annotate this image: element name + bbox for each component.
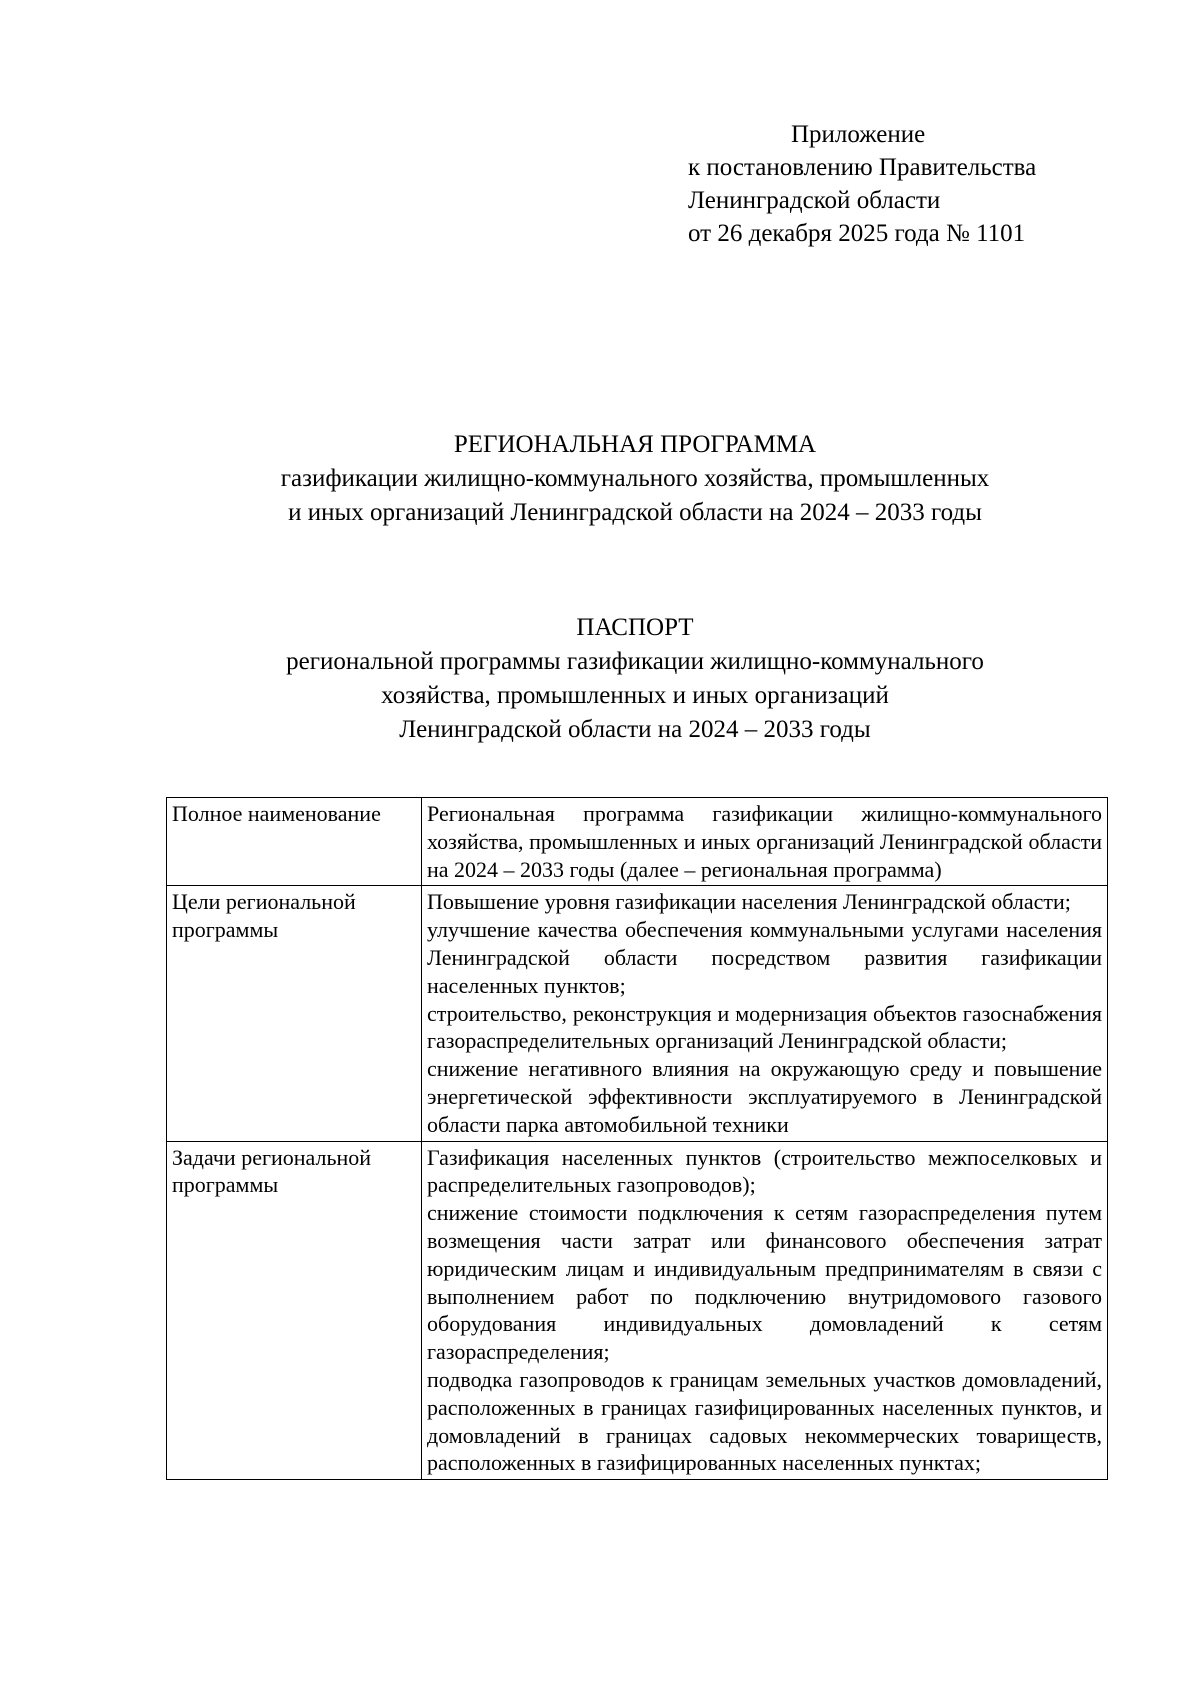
row-value: [422, 1141, 1108, 1480]
program-title-heading: РЕГИОНАЛЬНАЯ ПРОГРАММА: [453, 431, 817, 458]
row-label: Полное наименование: [167, 798, 422, 886]
appendix-header: [688, 118, 1148, 250]
row-value-paragraph: Региональная программа газификации жилищно-коммунального хозяйства, промышленных и иных организаций Ленинградской области на 2024 – 2033 годы (далее – региональная программа): [427, 801, 1102, 882]
row-value-paragraph: снижение негативного влияния на окружающую среду и повышение энергетической эффективности эксплуатируемого в Ленинградской области парка автомобильной техники: [427, 1056, 1102, 1137]
row-value-paragraph: подводка газопроводов к границам земельных участков домовладений, расположенных в границах газифицированных населенных пунктов, и домовладений в границах садовых некоммерческих товариществ, расположенных в газифицированных населенных пунктах;: [427, 1366, 1102, 1476]
program-title: [165, 428, 1105, 530]
passport-heading: ПАСПОРТ: [576, 614, 694, 641]
row-value: [422, 886, 1108, 1141]
passport-title: [165, 611, 1105, 747]
row-value: [422, 798, 1108, 886]
appendix-title: Приложение: [791, 121, 926, 148]
table-row: [167, 798, 1108, 886]
passport-table: [166, 797, 1108, 1480]
appendix-region: Ленинградской области: [688, 187, 941, 214]
program-title-line-2: газификации жилищно-коммунального хозяйства, промышленных: [280, 465, 990, 492]
appendix-decree: к постановлению Правительства: [688, 154, 1037, 181]
row-value-paragraph: снижение стоимости подключения к сетям газораспределения путем возмещения части затрат или финансового обеспечения затрат юридическим лицам и индивидуальным предпринимателям в связи с выполнением работ по подключению внутридомового газового оборудования индивидуальных домовладений к сетям газораспределения;: [427, 1200, 1102, 1365]
passport-subtitle-line-4: Ленинградской области на 2024 – 2033 годы: [399, 716, 871, 743]
appendix-date-number: от 26 декабря 2025 года № 1101: [688, 220, 1026, 247]
passport-subtitle-line-3: хозяйства, промышленных и иных организаций: [381, 682, 889, 709]
row-label: Цели региональной программы: [167, 886, 422, 1141]
table-row: [167, 886, 1108, 1141]
passport-subtitle-line-2: региональной программы газификации жилищно-коммунального: [286, 648, 984, 675]
row-value-paragraph: улучшение качества обеспечения коммунальными услугами населения Ленинградской области посредством развития газификации населенных пунктов;: [427, 917, 1102, 998]
table-row: [167, 1141, 1108, 1480]
program-title-line-3: и иных организаций Ленинградской области на 2024 – 2033 годы: [288, 499, 982, 526]
row-label: Задачи региональной программы: [167, 1141, 422, 1480]
row-value-paragraph: строительство, реконструкция и модернизация объектов газоснабжения газораспределительных организаций Ленинградской области;: [427, 1000, 1102, 1054]
row-value-paragraph: Повышение уровня газификации населения Ленинградской области;: [427, 889, 1071, 915]
row-value-paragraph: Газификация населенных пунктов (строительство межпоселковых и распределительных газопроводов);: [427, 1144, 1102, 1198]
